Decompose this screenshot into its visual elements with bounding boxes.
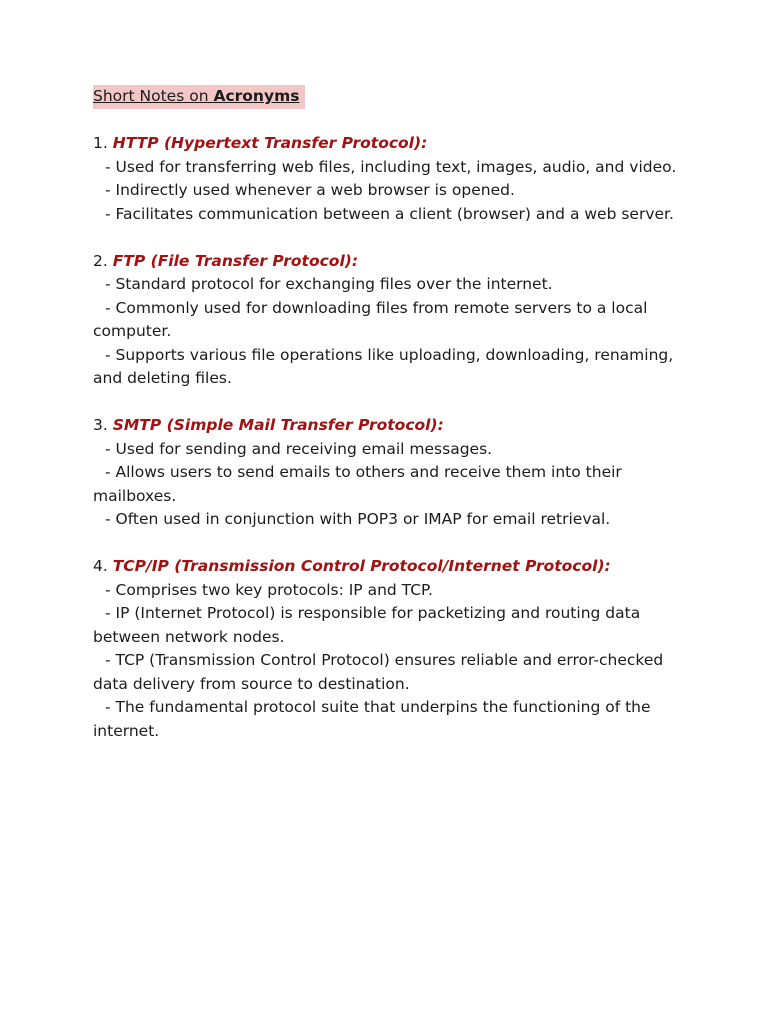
section-http [93, 132, 683, 226]
bullet-item: - TCP (Transmission Control Protocol) ensures reliable and error-checked data delivery from source to destination. [93, 651, 664, 693]
bullet-item: - Used for transferring web files, including text, images, audio, and video. [105, 157, 677, 176]
section-heading [93, 555, 683, 579]
section-label: FTP (File Transfer Protocol): [112, 251, 359, 270]
section-heading [93, 132, 683, 156]
bullet-item: - Facilitates communication between a client (browser) and a web server. [105, 204, 674, 223]
title-emphasis: Acronyms [213, 87, 300, 105]
bullet-item: - IP (Internet Protocol) is responsible for packetizing and routing data between network nodes. [93, 604, 641, 646]
section-ftp [93, 250, 683, 391]
bullet-item: - Indirectly used whenever a web browser is opened. [105, 181, 515, 199]
document-page [93, 85, 683, 767]
section-number: 2. [93, 251, 113, 270]
bullet-item: - Comprises two key protocols: IP and TCP. [105, 580, 433, 599]
bullet-item: - Often used in conjunction with POP3 or IMAP for email retrieval. [105, 510, 611, 528]
document-title [93, 85, 305, 109]
bullet-item: - Supports various file operations like uploading, downloading, renaming, and deleting files. [93, 345, 674, 387]
bullet-item: - The fundamental protocol suite that underpins the functioning of the internet. [93, 698, 651, 740]
bullet-item: - Commonly used for downloading files from remote servers to a local computer. [93, 298, 648, 340]
section-label: TCP/IP (Transmission Control Protocol/Internet Protocol): [112, 557, 611, 575]
section-label: HTTP (Hypertext Transfer Protocol): [112, 134, 428, 152]
section-tcp-ip [93, 555, 683, 743]
section-number: 3. [93, 416, 113, 434]
bullet-item: - Standard protocol for exchanging files over the internet. [105, 275, 553, 293]
bullet-item: - Used for sending and receiving email messages. [105, 439, 493, 458]
title-prefix: Short Notes on [93, 87, 214, 105]
bullet-item: - Allows users to send emails to others and receive them into their mailboxes. [93, 463, 622, 505]
section-heading [93, 414, 683, 438]
section-number: 4. [93, 557, 113, 575]
section-label: SMTP (Simple Mail Transfer Protocol): [112, 416, 444, 434]
section-number: 1. [93, 134, 113, 152]
section-smtp [93, 414, 683, 532]
section-heading [93, 250, 683, 274]
